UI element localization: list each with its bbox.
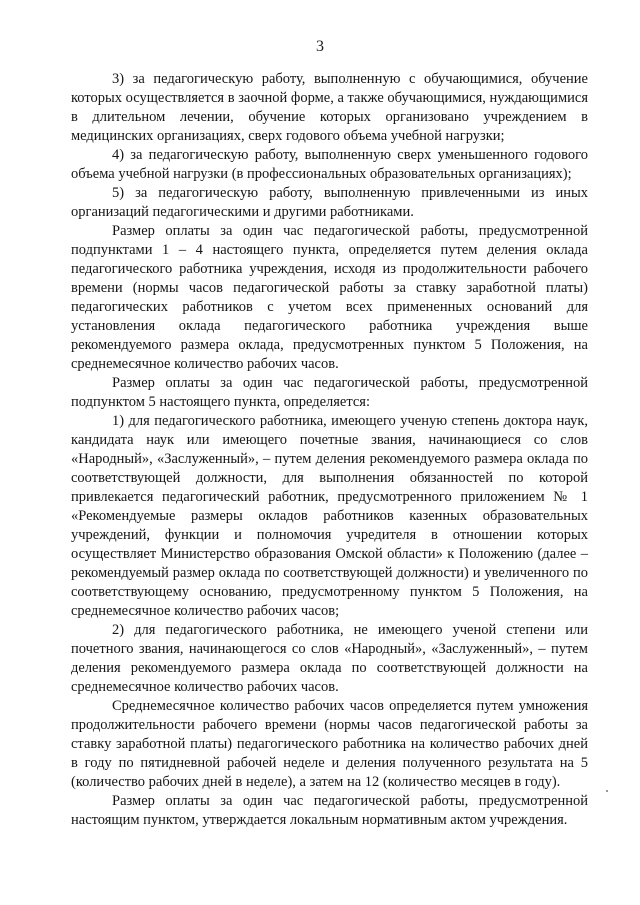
paragraph-hourly-rate-items-1-4: Размер оплаты за один час педагогической работы, предусмотренной подпунктами 1 – 4 настоящего пункта, определяется путем деления оклада педагогического работника учреждения, исходя из продолжительности рабочего времени (нормы часов педагогической работы за ставку заработной платы) педагогических работников с учетом всех примененных оснований для установления оклада педагогического работника учреждения выше рекомендуемого размера оклада, предусмотренных пунктом 5 Положения, на среднемесячное количество рабочих часов. bbox=[71, 223, 588, 372]
paragraph-hourly-rate-item-5: Размер оплаты за один час педагогической работы, предусмотренной подпунктом 5 настоящего пункта, определяется: bbox=[71, 375, 588, 410]
paragraph-item-3: 3) за педагогическую работу, выполненную с обучающимися, обучение которых осуществляется в заочной форме, а также обучающимися, нуждающимися в длительном лечении, обучение которых организовано учреждением в медицинских организациях, сверх годового объема учебной нагрузки; bbox=[71, 71, 588, 144]
page-number: 3 bbox=[316, 38, 324, 55]
scan-speck bbox=[606, 790, 608, 792]
paragraph-average-monthly-hours: Среднемесячное количество рабочих часов определяется путем умножения продолжительности рабочего времени (нормы часов педагогической работы за ставку заработной платы) педагогического работника на количество рабочих дней в году по пятидневной рабочей неделе и деления полученного результата на 5 (количество рабочих дней в неделе), а затем на 12 (количество месяцев в году). bbox=[71, 698, 588, 790]
paragraph-subitem-2: 2) для педагогического работника, не имеющего ученой степени или почетного звания, начинающегося со слов «Народный», «Заслуженный», – путем деления рекомендуемого размера оклада по соответствующей должности на среднемесячное количество рабочих часов. bbox=[71, 622, 588, 695]
paragraph-item-4: 4) за педагогическую работу, выполненную сверх уменьшенного годового объема учебной нагрузки (в профессиональных образовательных организациях); bbox=[71, 147, 588, 182]
paragraph-subitem-1: 1) для педагогического работника, имеющего ученую степень доктора наук, кандидата наук или имеющего почетные звания, начинающиеся со слов «Народный», «Заслуженный», – путем деления рекомендуемого размера оклада по соответствующей должности, для выполнения обязанностей по которой привлекается педагогический работник, предусмотренного приложением № 1 «Рекомендуемые размеры окладов работников казенных образовательных учреждений, функции и полномочия учредителя в отношении которых осуществляет Министерство образования Омской области» к Положению (далее – рекомендуемый размер оклада по соответствующей должности) и увеличенного по соответствующему основанию, предусмотренному пунктом 5 Положения, на среднемесячное количество рабочих часов; bbox=[71, 413, 588, 619]
paragraph-local-act: Размер оплаты за один час педагогической работы, предусмотренной настоящим пунктом, утверждается локальным нормативным актом учреждения. bbox=[71, 793, 588, 828]
document-body bbox=[71, 70, 588, 830]
paragraph-item-5: 5) за педагогическую работу, выполненную привлеченными из иных организаций педагогическими и другими работниками. bbox=[71, 185, 588, 220]
